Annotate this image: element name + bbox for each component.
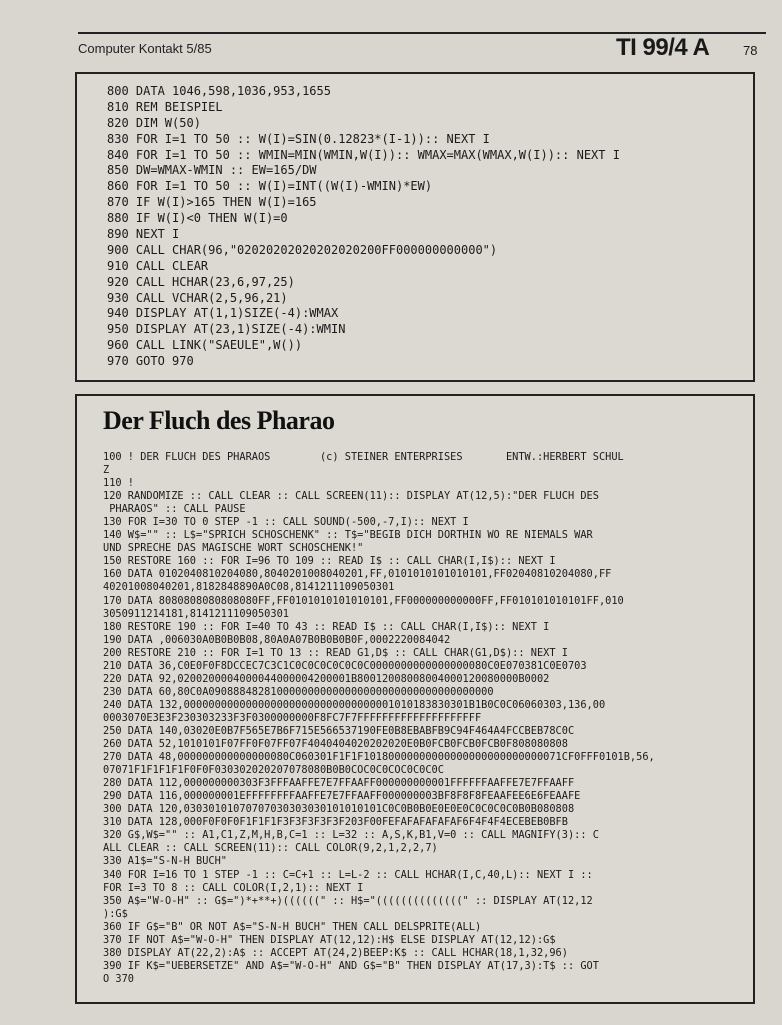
code-line: 940 DISPLAY AT(1,1)SIZE(-4):WMAX xyxy=(107,306,339,321)
code-line: 960 CALL LINK("SAEULE",W()) xyxy=(107,338,303,353)
page-number: 78 xyxy=(743,43,758,58)
code-line: 220 DATA 92,0200200004000044000004200001B80012008008004000120080000B0002 xyxy=(103,672,550,685)
code-line: 0003070E3E3F230303233F3F0300000000F8FC7F7FFFFFFFFFFFFFFFFFFFF xyxy=(103,711,482,724)
code-line: 380 DISPLAY AT(22,2):A$ :: ACCEPT AT(24,2)BEEP:K$ :: CALL HCHAR(18,1,32,96) xyxy=(103,946,568,959)
code-line: 140 W$="" :: L$="SPRICH SCHOSCHENK" :: T$="BEGIB DICH DORTHIN WO RE NIEMALS WAR xyxy=(103,529,593,542)
code-line: 3050911214181,8141211109050301 xyxy=(103,607,289,620)
code-line: 170 DATA 8080808080808080FF,FF0101010101010101,FF000000000000FF,FF010101010101FF,010 xyxy=(103,594,624,607)
listing-box-1 xyxy=(75,72,755,382)
code-line: 07071F1F1F1F1F0F0F030302020207078080B0B0COC0C0COC0C0C0C xyxy=(103,764,444,777)
code-line: 820 DIM W(50) xyxy=(107,115,201,130)
code-line: 230 DATA 60,80C0A0908884828100000000000000000000000000000000000 xyxy=(103,685,494,698)
code-line: 110 ! xyxy=(103,477,134,490)
code-line: ALL CLEAR :: CALL SCREEN(11):: CALL COLOR(9,2,1,2,2,7) xyxy=(103,842,438,855)
code-line: 120 RANDOMIZE :: CALL CLEAR :: CALL SCREEN(11):: DISPLAY AT(12,5):"DER FLUCH DES xyxy=(103,490,599,503)
code-line: 100 ! DER FLUCH DES PHARAOS (c) STEINER ENTERPRISES ENTW.:HERBERT SCHUL xyxy=(103,451,624,463)
code-line: 150 RESTORE 160 :: FOR I=96 TO 109 :: READ I$ :: CALL CHAR(I,I$):: NEXT I xyxy=(103,555,556,568)
code-line: 190 DATA ,006030A0B0B0B08,80A0A07B0B0B0B0F,0002220084042 xyxy=(103,633,451,646)
code-line: 890 NEXT I xyxy=(107,227,180,242)
code-line: 910 CALL CLEAR xyxy=(107,258,209,273)
code-line: FOR I=3 TO 8 :: CALL COLOR(I,2,1):: NEXT I xyxy=(103,881,364,894)
code-line: 130 FOR I=30 TO 0 STEP -1 :: CALL SOUND(-500,-7,I):: NEXT I xyxy=(103,516,469,529)
code-line: O 370 xyxy=(103,972,134,985)
code-line: 290 DATA 116,000000001EFFFFFFFFAAFFE7E7FFAAFF000000003BF8F8F8FEAAFEE6E6FEAAFE xyxy=(103,790,581,803)
code-line: 800 DATA 1046,598,1036,953,1655 xyxy=(107,84,331,98)
article-title: Der Fluch des Pharao xyxy=(103,406,335,435)
code-line: Z xyxy=(103,464,110,477)
code-line: UND SPRECHE DAS MAGISCHE WORT SCHOSCHENK!" xyxy=(103,542,364,555)
code-line: 330 A1$="S-N-H BUCH" xyxy=(103,855,227,868)
code-line: 350 A$="W-O-H" :: G$=")*+**+)((((((" :: H$="((((((((((((((" :: DISPLAY AT(12,12 xyxy=(103,894,593,907)
code-line: 250 DATA 140,03020E0B7F565E7B6F715E566537190FE0B8EBABFB9C94F464A4FCCBEB78C0C xyxy=(103,724,575,737)
system-title: TI 99/4 A xyxy=(616,34,710,61)
code-line: 180 RESTORE 190 :: FOR I=40 TO 43 :: READ I$ :: CALL CHAR(I,I$):: NEXT I xyxy=(103,620,550,633)
listing-box-2 xyxy=(75,394,755,1004)
code-line: ):G$ xyxy=(103,907,128,920)
code-line: 850 DW=WMAX-WMIN :: EW=165/DW xyxy=(107,163,317,178)
code-line: 260 DATA 52,1010101F07FF0F07FF07F4040404020202020E0B0FCB0FCB0FCB0F808080808 xyxy=(103,738,568,751)
code-line: PHARAOS" :: CALL PAUSE xyxy=(103,503,246,516)
code-line: 810 REM BEISPIEL xyxy=(107,99,223,114)
page-header xyxy=(78,32,766,62)
code-line: 970 GOTO 970 xyxy=(107,354,194,369)
code-line: 830 FOR I=1 TO 50 :: W(I)=SIN(0.12823*(I-1)):: NEXT I xyxy=(107,131,490,146)
code-line: 880 IF W(I)<0 THEN W(I)=0 xyxy=(107,211,288,226)
code-line: 210 DATA 36,C0E0F0F8DCCEC7C3C1C0C0C0C0C0C0C0000000000000000080C0E070381C0E0703 xyxy=(103,659,587,672)
listing-1 xyxy=(107,84,620,370)
code-line: 40201008040201,8182848890A0C08,8141211109050301 xyxy=(103,581,395,594)
code-line: 950 DISPLAY AT(23,1)SIZE(-4):WMIN xyxy=(107,322,346,337)
code-line: 390 IF K$="UEBERSETZE" AND A$="W-O-H" AND G$="B" THEN DISPLAY AT(17,3):T$ :: GOT xyxy=(103,959,599,972)
code-line: 270 DATA 48,000000000000000080C060301F1F1F10180000000000000000000000000071CF0FFF0101B,56, xyxy=(103,751,655,764)
code-line: 280 DATA 112,000000000303F3FFFAAFFE7E7FFAAFF000000000001FFFFFFAAFFE7E7FFAAFF xyxy=(103,777,575,790)
code-line: 840 FOR I=1 TO 50 :: WMIN=MIN(WMIN,W(I)):: WMAX=MAX(WMAX,W(I)):: NEXT I xyxy=(107,147,620,162)
code-line: 370 IF NOT A$="W-O-H" THEN DISPLAY AT(12,12):H$ ELSE DISPLAY AT(12,12):G$ xyxy=(103,933,556,946)
code-line: 310 DATA 128,000F0F0F0F1F1F1F3F3F3F3F3F203F00FEFAFAFAFAFAF6F4F4F4ECEBEB0BFB xyxy=(103,816,568,829)
code-line: 860 FOR I=1 TO 50 :: W(I)=INT((W(I)-WMIN)*EW) xyxy=(107,179,433,194)
code-line: 300 DATA 120,03030101070707030303030101010101C0C0B0B0E0E0E0C0C0C0C0B0B080808 xyxy=(103,803,575,816)
code-line: 160 DATA 0102040810204080,8040201008040201,FF,0101010101010101,FF02040810204080,FF xyxy=(103,568,612,581)
magazine-name: Computer Kontakt 5/85 xyxy=(78,41,212,56)
code-line: 360 IF G$="B" OR NOT A$="S-N-H BUCH" THEN CALL DELSPRITE(ALL) xyxy=(103,920,482,933)
code-line: 200 RESTORE 210 :: FOR I=1 TO 13 :: READ G1,D$ :: CALL CHAR(G1,D$):: NEXT I xyxy=(103,646,568,659)
code-line: 870 IF W(I)>165 THEN W(I)=165 xyxy=(107,195,317,210)
code-line: 240 DATA 132,0000000000000000000000000000000001010183830301B1B0C0C06060303,136,00 xyxy=(103,698,606,711)
code-line: 900 CALL CHAR(96,"02020202020202020200FF000000000000") xyxy=(107,242,498,257)
code-line: 930 CALL VCHAR(2,5,96,21) xyxy=(107,290,288,305)
listing-2 xyxy=(103,451,655,986)
code-line: 920 CALL HCHAR(23,6,97,25) xyxy=(107,274,295,289)
code-line: 340 FOR I=16 TO 1 STEP -1 :: C=C+1 :: L=L-2 :: CALL HCHAR(I,C,40,L):: NEXT I :: xyxy=(103,868,593,881)
code-line: 320 G$,W$="" :: A1,C1,Z,M,H,B,C=1 :: L=32 :: A,S,K,B1,V=0 :: CALL MAGNIFY(3):: C xyxy=(103,829,599,842)
